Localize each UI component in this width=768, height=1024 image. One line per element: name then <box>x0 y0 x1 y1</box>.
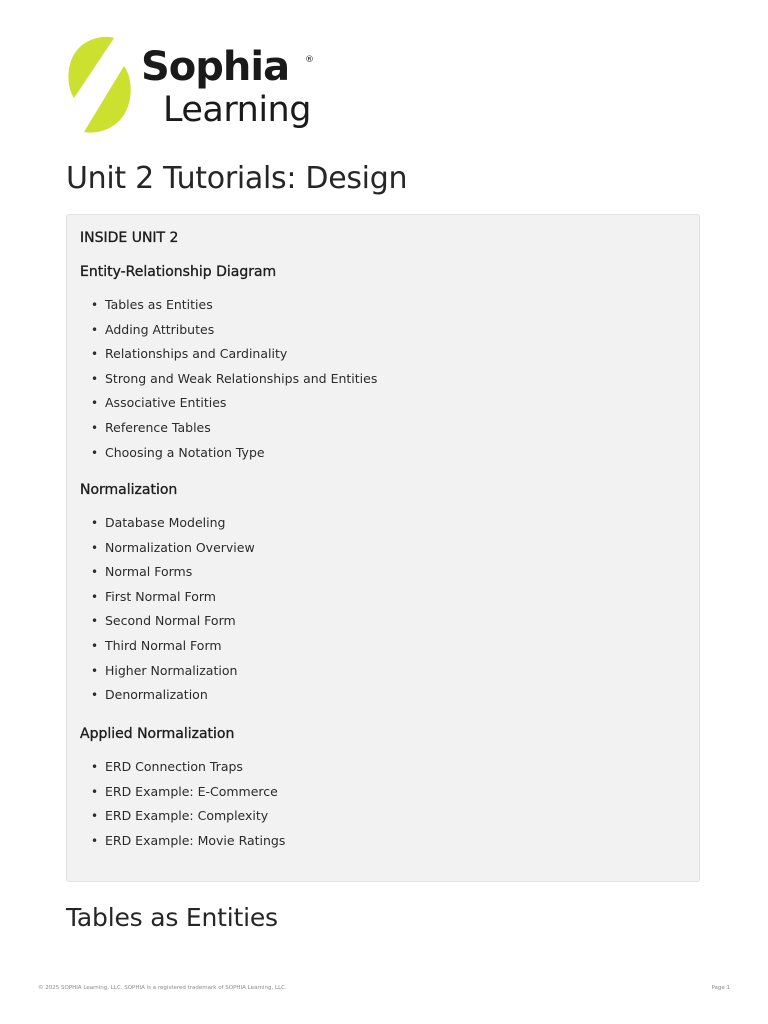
registered-mark: ® <box>305 55 314 65</box>
bullet-icon: • <box>91 445 99 460</box>
topic-label: ERD Example: Complexity <box>105 808 269 824</box>
section-title-applied-normalization: Applied Normalization <box>80 726 235 742</box>
topic-item[interactable] <box>80 637 255 662</box>
bullet-icon: • <box>91 322 99 337</box>
topic-label: Associative Entities <box>105 395 227 411</box>
erd-topic-list <box>80 296 377 468</box>
topic-item[interactable] <box>80 444 377 469</box>
bullet-icon: • <box>91 298 99 312</box>
logo-wordmark-sophia: Sophia <box>141 44 290 90</box>
topic-item[interactable] <box>80 514 255 539</box>
sophia-logo-icon <box>66 36 134 134</box>
topic-item[interactable] <box>80 296 377 321</box>
section-heading: Tables as Entities <box>66 903 278 932</box>
bullet-icon: • <box>91 540 99 555</box>
footer-page-number: Page 1 <box>711 985 730 991</box>
section-title-normalization: Normalization <box>80 482 178 498</box>
topic-label: Tables as Entities <box>105 297 213 312</box>
bullet-icon: • <box>91 347 99 362</box>
topic-label: First Normal Form <box>105 588 216 604</box>
bullet-icon: • <box>91 833 99 848</box>
topic-item[interactable] <box>80 612 255 637</box>
sophia-learning-logo <box>66 34 336 138</box>
topic-item[interactable] <box>80 539 255 564</box>
section-title-erd: Entity-Relationship Diagram <box>80 264 277 280</box>
topic-label: Second Normal Form <box>105 613 236 629</box>
bullet-icon: • <box>91 784 99 799</box>
topic-label: Relationships and Cardinality <box>105 346 288 362</box>
topic-item[interactable] <box>80 832 285 857</box>
topic-label: Higher Normalization <box>105 662 238 678</box>
bullet-icon: • <box>91 638 99 653</box>
bullet-icon: • <box>91 516 99 530</box>
bullet-icon: • <box>91 760 99 774</box>
logo-wordmark-learning: Learning <box>163 90 311 130</box>
topic-item[interactable] <box>80 686 255 711</box>
inside-unit-box <box>66 214 700 882</box>
topic-label: Third Normal Form <box>105 637 222 653</box>
bullet-icon: • <box>91 589 99 604</box>
bullet-icon: • <box>91 809 99 824</box>
topic-item[interactable] <box>80 662 255 687</box>
topic-label: Database Modeling <box>105 515 226 530</box>
bullet-icon: • <box>91 688 99 703</box>
topic-label: ERD Connection Traps <box>105 759 243 774</box>
normalization-topic-list <box>80 514 255 711</box>
topic-label: Reference Tables <box>105 419 211 435</box>
footer-copyright: © 2025 SOPHIA Learning, LLC. SOPHIA is a registered trademark of SOPHIA Learning, LLC. <box>38 985 287 991</box>
topic-item[interactable] <box>80 807 285 832</box>
bullet-icon: • <box>91 420 99 435</box>
topic-item[interactable] <box>80 783 285 808</box>
topic-item[interactable] <box>80 588 255 613</box>
topic-label: Strong and Weak Relationships and Entities <box>105 370 378 386</box>
inside-unit-heading: INSIDE UNIT 2 <box>80 230 179 246</box>
topic-label: ERD Example: E-Commerce <box>105 783 278 799</box>
topic-item[interactable] <box>80 563 255 588</box>
topic-label: Normal Forms <box>105 564 193 580</box>
topic-label: Choosing a Notation Type <box>105 444 265 460</box>
topic-item[interactable] <box>80 370 377 395</box>
topic-item[interactable] <box>80 345 377 370</box>
bullet-icon: • <box>91 565 99 580</box>
topic-item[interactable] <box>80 419 377 444</box>
topic-item[interactable] <box>80 321 377 346</box>
bullet-icon: • <box>91 663 99 678</box>
page-title: Unit 2 Tutorials: Design <box>66 161 408 196</box>
topic-item[interactable] <box>80 394 377 419</box>
topic-label: ERD Example: Movie Ratings <box>105 832 286 848</box>
topic-label: Adding Attributes <box>105 321 215 337</box>
bullet-icon: • <box>91 396 99 411</box>
applied-normalization-topic-list <box>80 758 285 856</box>
topic-item[interactable] <box>80 758 285 783</box>
topic-label: Denormalization <box>105 687 208 703</box>
bullet-icon: • <box>91 371 99 386</box>
bullet-icon: • <box>91 614 99 629</box>
topic-label: Normalization Overview <box>105 539 255 555</box>
